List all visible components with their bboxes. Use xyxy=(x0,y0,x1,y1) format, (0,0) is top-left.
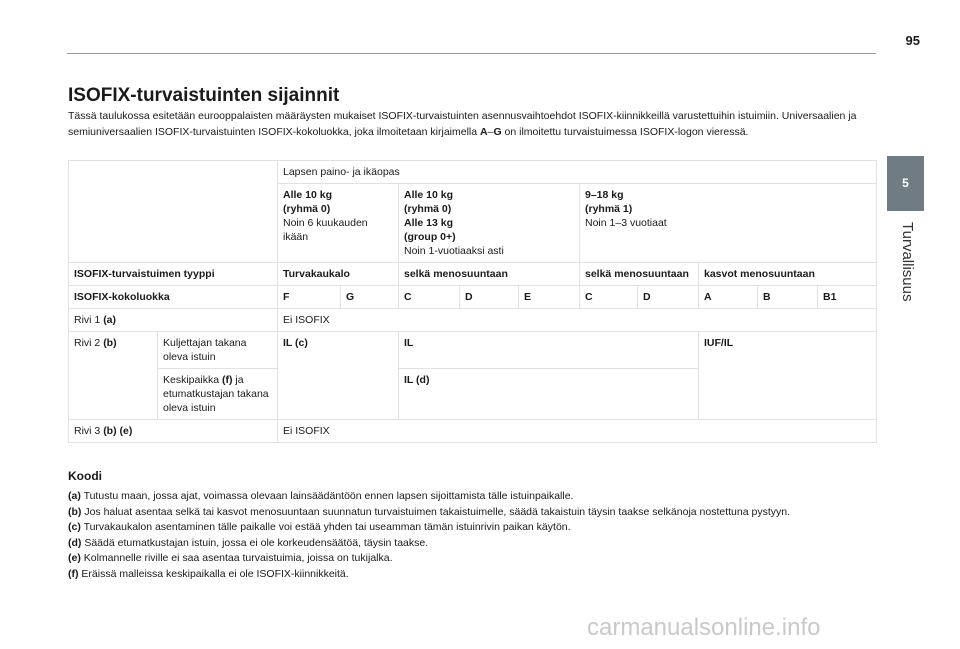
group-age: Noin 6 kuukauden ikään xyxy=(283,217,368,243)
chapter-title: Turvallisuus xyxy=(899,222,916,302)
size-class-cell: C xyxy=(399,286,460,309)
table-row xyxy=(69,161,877,184)
size-letter-a: A xyxy=(480,125,488,138)
intro-paragraph xyxy=(68,109,880,140)
group-weight: Alle 13 kg xyxy=(404,217,454,229)
group-age: Noin 1-vuotiaaksi asti xyxy=(404,245,504,257)
group-age: Noin 1–3 vuotiaat xyxy=(585,217,667,229)
koodi-notes xyxy=(68,489,868,582)
size-class-cell: A xyxy=(699,286,758,309)
page-title: ISOFIX-turvaistuinten sijainnit xyxy=(68,85,340,106)
row-1-label xyxy=(69,309,278,332)
carrier-value: IL (c) xyxy=(278,332,399,420)
note-code: (e) xyxy=(68,552,81,564)
note-text: Turvakaukalon asentaminen tälle paikalle voi estää yhden tai useamman tämän istuinrivin paikan käytön. xyxy=(80,521,571,533)
intro-dash: – xyxy=(487,125,494,138)
watermark: carmanualsonline.info xyxy=(587,614,821,641)
group-cell xyxy=(278,184,399,263)
group-cell xyxy=(580,184,877,263)
note-ref: (f) xyxy=(221,374,233,386)
list-item xyxy=(68,536,868,552)
note-ref: (b) (e) xyxy=(103,425,133,437)
list-item xyxy=(68,520,868,536)
list-item xyxy=(68,567,868,583)
row-2-label xyxy=(69,332,158,420)
seat-text: ja etumatkustajan takana oleva istuin xyxy=(163,374,269,414)
seat-type-label: ISOFIX-turvaistuimen tyyppi xyxy=(69,263,278,286)
row-3-label xyxy=(69,420,278,443)
note-text: Eräissä malleissa keskipaikalla ei ole ISOFIX-kiinnikkeitä. xyxy=(78,567,349,580)
table-row xyxy=(69,309,877,332)
size-class-cell: C xyxy=(580,286,638,309)
group-weight: 9–18 kg xyxy=(585,189,624,201)
note-text: Säädä etumatkustajan istuin, jossa ei ole korkeudensäätöä, täysin taakse. xyxy=(81,536,429,549)
note-text: Tutustu maan, jossa ajat, voimassa olevaan lainsäädäntöön ennen lapsen sijoittamista tälle istuinpaikalle. xyxy=(80,490,574,502)
table-row xyxy=(69,286,877,309)
size-class-cell: F xyxy=(278,286,341,309)
group-name: (ryhmä 0) xyxy=(283,203,331,215)
row-label-text: Rivi 3 xyxy=(74,425,104,437)
row-3-value: Ei ISOFIX xyxy=(278,420,877,443)
seat-type-cell: selkä menosuuntaan xyxy=(580,263,699,286)
row-1-value: Ei ISOFIX xyxy=(278,309,877,332)
row-label-text: Rivi 1 xyxy=(74,314,104,326)
note-code: (a) xyxy=(68,490,81,502)
seat-middle-passenger xyxy=(158,369,278,420)
page-number: 95 xyxy=(905,33,920,48)
note-text: Jos haluat asentaa selkä tai kasvot menosuuntaan suunnatun turvaistuimen takaistuimelle, säädä takaistuin täysin taakse selkänoja nostettuna pystyyn. xyxy=(81,505,791,518)
header-divider xyxy=(67,53,876,54)
seat-type-cell: Turvakaukalo xyxy=(278,263,399,286)
size-class-cell: B1 xyxy=(818,286,877,309)
seat-text: Keskipaikka xyxy=(163,374,222,386)
group-cell xyxy=(399,184,580,263)
group-name: (ryhmä 0) xyxy=(404,203,452,215)
table-row xyxy=(69,420,877,443)
row-label-text: Rivi 2 xyxy=(74,337,104,349)
chapter-tab[interactable]: 5 xyxy=(887,156,924,211)
group-name: (ryhmä 1) xyxy=(585,203,633,215)
seat-driver-side: Kuljettajan takana oleva istuin xyxy=(158,332,278,369)
seat-type-cell: kasvot menosuuntaan xyxy=(699,263,877,286)
note-code: (f) xyxy=(68,567,79,580)
size-class-label: ISOFIX-kokoluokka xyxy=(69,286,278,309)
size-class-cell: D xyxy=(638,286,699,309)
group-weight: Alle 10 kg xyxy=(404,189,454,201)
list-item xyxy=(68,489,868,505)
isofix-table xyxy=(68,160,877,443)
list-item xyxy=(68,505,868,521)
table-row xyxy=(69,332,877,369)
rear-facing-value: IL xyxy=(399,332,699,369)
size-class-cell: D xyxy=(460,286,519,309)
seat-type-cell: selkä menosuuntaan xyxy=(399,263,580,286)
note-ref: (b) xyxy=(103,337,117,349)
group-name: (group 0+) xyxy=(404,231,456,243)
note-code: (d) xyxy=(68,536,82,549)
note-ref: (a) xyxy=(103,314,117,326)
size-class-cell: E xyxy=(519,286,580,309)
size-letter-g: G xyxy=(493,125,502,138)
rear-facing-value: IL (d) xyxy=(399,369,699,420)
table-corner-cell xyxy=(69,161,278,263)
koodi-heading: Koodi xyxy=(68,469,102,483)
intro-text-end: on ilmoitettu turvaistuimessa ISOFIX-logon vieressä. xyxy=(501,125,749,138)
size-class-cell: G xyxy=(341,286,399,309)
table-row xyxy=(69,263,877,286)
note-code: (c) xyxy=(68,521,81,533)
note-code: (b) xyxy=(68,505,82,518)
note-text: Kolmannelle riville ei saa asentaa turvaistuimia, joissa on tukijalka. xyxy=(80,552,393,564)
group-weight: Alle 10 kg xyxy=(283,189,333,201)
forward-facing-value: IUF/IL xyxy=(699,332,877,420)
list-item xyxy=(68,551,868,567)
size-class-cell: B xyxy=(758,286,818,309)
intro-text: Tässä taulukossa esitetään eurooppalaisten määräysten mukaiset ISOFIX-turvaistuinten asennusvaihtoehdot ISOFIX-kiinnikkeillä varustettuihin istuimiin. Universaalien ja semiuniversaalien ISOFIX-turvaistuinten ISOFIX-kokoluokka, joka ilmoitetaan kirjaimella xyxy=(68,110,857,138)
weight-age-header: Lapsen paino- ja ikäopas xyxy=(278,161,877,184)
